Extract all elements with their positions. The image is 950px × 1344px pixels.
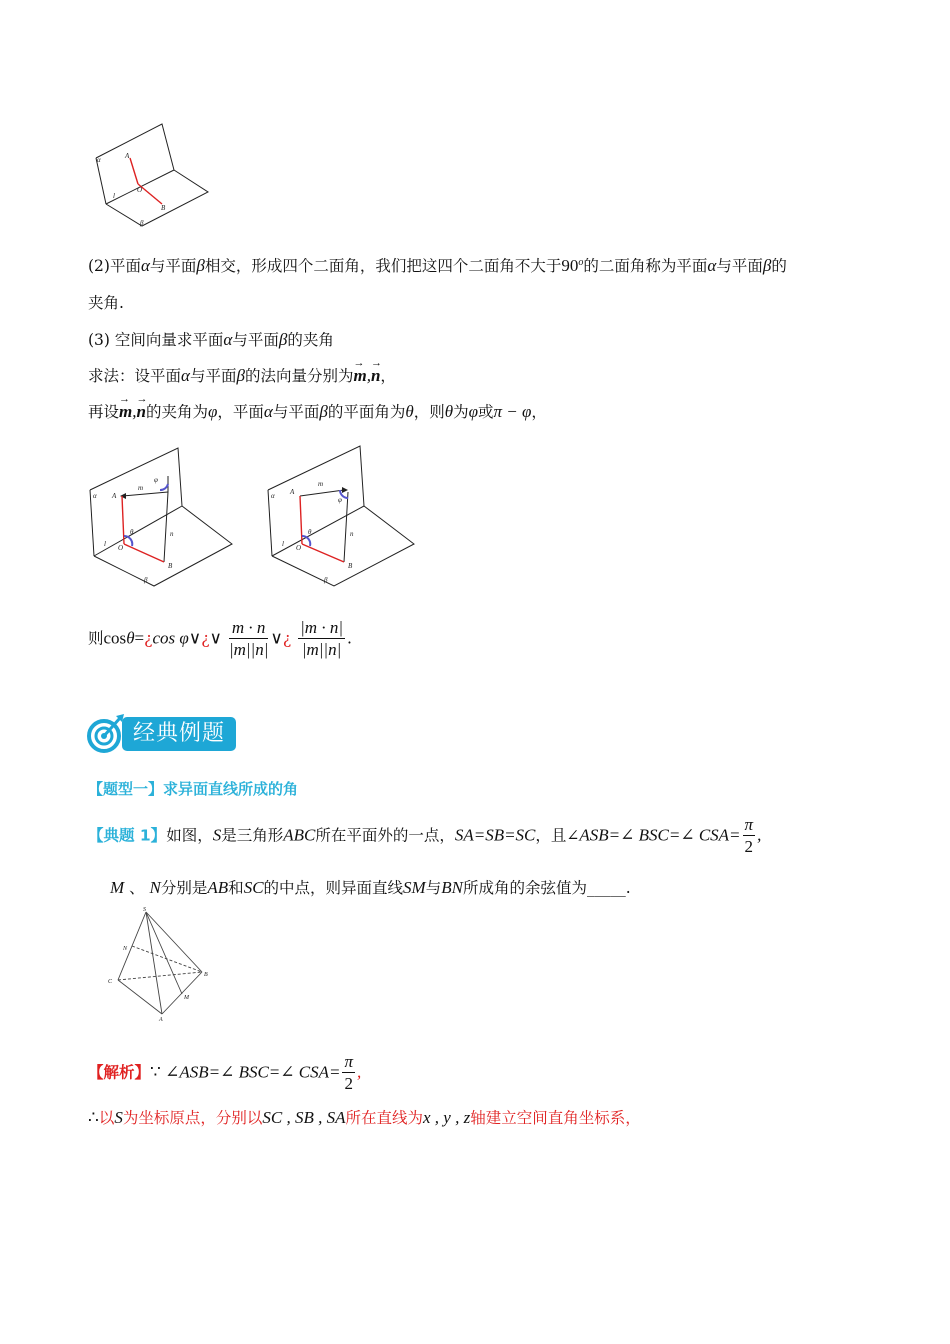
example-1-line-1: 【典题 1】如图，S是三角形ABC所在平面外的一点，SA=SB=SC，且∠ASB=∠ BSC=∠ CSA= $\frac{\pi}{2}$ , — [88, 815, 762, 856]
label-l: l — [113, 192, 115, 200]
paragraph-2: (2)平面α与平面β相交，形成四个二面角，我们把这四个二面角不大于90$^o$的二面角称为平面α与平面β的 — [88, 256, 787, 275]
label-B: B — [348, 562, 353, 570]
method-line: 求法：设平面α与平面β的法向量分别为→ m,→ n， — [88, 364, 396, 386]
label-alpha: α — [97, 156, 101, 164]
example-1-line-2: M 、 N分别是AB和SC的中点，则异面直线SM与BN所成角的余弦值为_____. — [110, 878, 631, 897]
label-B: B — [161, 204, 166, 212]
label-O: O — [296, 544, 302, 552]
label-beta: β — [140, 219, 144, 227]
label-A: A — [159, 1017, 163, 1023]
tetrahedron-figure — [104, 902, 216, 1024]
target-icon — [86, 712, 126, 756]
label-O: O — [137, 186, 143, 194]
normal-vector-figure-1 — [88, 440, 238, 590]
label-theta: θ — [308, 528, 312, 536]
paragraph-3: (3) 空间向量求平面α与平面β的夹角 — [88, 330, 334, 349]
label-n: n — [350, 530, 354, 538]
solution-line-1: 【解析】∵ ∠ASB=∠ BSC=∠ CSA= $\frac{\pi}{2}$ , — [88, 1052, 362, 1093]
label-m: m — [138, 484, 144, 492]
label-beta: β — [324, 576, 328, 584]
label-alpha: α — [271, 492, 275, 500]
label-m: m — [318, 480, 324, 488]
label-A: A — [112, 492, 117, 500]
section-banner — [86, 712, 236, 756]
question-type-heading: 【题型一】求异面直线所成的角 — [88, 780, 299, 798]
label-M: M — [184, 995, 189, 1001]
label-S: S — [143, 907, 146, 913]
label-A: A — [125, 152, 130, 160]
label-beta: β — [144, 576, 148, 584]
label-theta: θ — [130, 528, 134, 536]
label-C: C — [108, 979, 113, 985]
normal-vector-figure-2 — [266, 440, 418, 590]
label-B: B — [168, 562, 173, 570]
dihedral-figure — [88, 118, 218, 233]
label-A: A — [290, 488, 295, 496]
label-phi: φ — [154, 476, 158, 484]
label-l: l — [282, 540, 284, 548]
solution-line-2: ∴以S为坐标原点，分别以SC , SB , SA所在直线为x , y , z轴建立空间直角坐标系， — [88, 1108, 641, 1127]
label-l: l — [104, 540, 106, 548]
label-O: O — [118, 544, 124, 552]
cos-formula: 则cosθ=¿cos φ∨¿∨ $\frac{m \cdot n}{|m||n|}$ ∨¿ $\frac{|m \cdot n|}{|m||n|}$ . — [88, 618, 352, 659]
label-phi: φ — [338, 496, 342, 504]
paragraph-2-cont: 夹角. — [88, 294, 124, 312]
label-n: n — [170, 530, 174, 538]
label-alpha: α — [93, 492, 97, 500]
banner-label: 经典例题 — [122, 717, 236, 751]
label-N: N — [123, 946, 128, 952]
label-B: B — [204, 972, 208, 978]
angle-relation-line: 再设→ m,→ n的夹角为φ，平面α与平面β的平面角为θ，则θ为φ或π − φ， — [88, 400, 547, 422]
